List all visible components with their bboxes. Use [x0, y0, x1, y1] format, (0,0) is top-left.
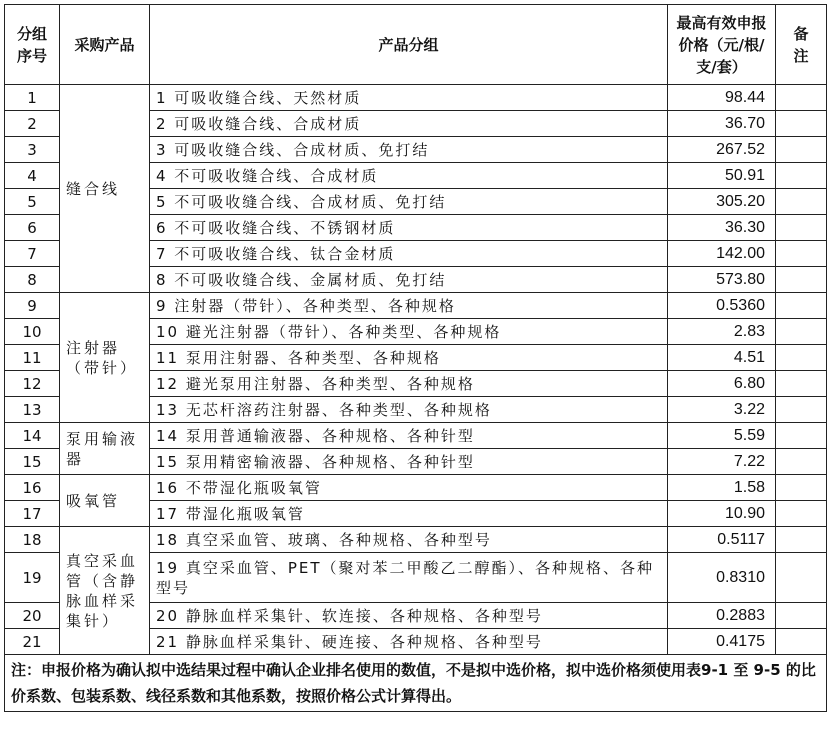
header-group: 产品分组 — [150, 5, 668, 85]
remark — [776, 449, 827, 475]
product-category: 注射器（带针） — [60, 293, 150, 423]
product-group: 15 泵用精密输液器、各种规格、各种针型 — [150, 449, 668, 475]
remark — [776, 475, 827, 501]
product-group: 14 泵用普通输液器、各种规格、各种针型 — [150, 423, 668, 449]
remark — [776, 85, 827, 111]
max-price: 50.91 — [668, 163, 776, 189]
table-row — [5, 293, 827, 319]
product-category: 泵用输液器 — [60, 423, 150, 475]
row-index: 16 — [5, 475, 60, 501]
table-row — [5, 85, 827, 111]
remark — [776, 397, 827, 423]
product-category: 缝合线 — [60, 85, 150, 293]
row-index: 21 — [5, 629, 60, 655]
remark — [776, 345, 827, 371]
remark — [776, 629, 827, 655]
header-note: 备注 — [776, 5, 827, 85]
product-group: 18 真空采血管、玻璃、各种规格、各种型号 — [150, 527, 668, 553]
max-price: 573.80 — [668, 267, 776, 293]
max-price: 6.80 — [668, 371, 776, 397]
row-index: 17 — [5, 501, 60, 527]
row-index: 19 — [5, 553, 60, 603]
max-price: 10.90 — [668, 501, 776, 527]
header-index: 分组序号 — [5, 5, 60, 85]
remark — [776, 423, 827, 449]
table-row — [5, 423, 827, 449]
max-price: 98.44 — [668, 85, 776, 111]
product-group: 19 真空采血管、PET（聚对苯二甲酸乙二醇酯）、各种规格、各种型号 — [150, 553, 668, 603]
header-product: 采购产品 — [60, 5, 150, 85]
product-group: 13 无芯杆溶药注射器、各种类型、各种规格 — [150, 397, 668, 423]
product-group: 16 不带湿化瓶吸氧管 — [150, 475, 668, 501]
row-index: 1 — [5, 85, 60, 111]
product-group: 11 泵用注射器、各种类型、各种规格 — [150, 345, 668, 371]
remark — [776, 137, 827, 163]
product-category: 吸氧管 — [60, 475, 150, 527]
footnote: 注：申报价格为确认拟中选结果过程中确认企业排名使用的数值，不是拟中选价格，拟中选价格须使用表9-1 至 9-5 的比价系数、包装系数、线径系数和其他系数，按照价格公式计算得出。 — [5, 655, 827, 712]
max-price: 0.4175 — [668, 629, 776, 655]
product-group: 6 不可吸收缝合线、不锈钢材质 — [150, 215, 668, 241]
remark — [776, 163, 827, 189]
row-index: 12 — [5, 371, 60, 397]
max-price: 36.70 — [668, 111, 776, 137]
max-price: 0.5360 — [668, 293, 776, 319]
max-price: 4.51 — [668, 345, 776, 371]
row-index: 8 — [5, 267, 60, 293]
product-group: 3 可吸收缝合线、合成材质、免打结 — [150, 137, 668, 163]
product-category: 真空采血管（含静脉血样采集针） — [60, 527, 150, 655]
price-table — [4, 4, 827, 712]
max-price: 7.22 — [668, 449, 776, 475]
remark — [776, 319, 827, 345]
row-index: 2 — [5, 111, 60, 137]
row-index: 6 — [5, 215, 60, 241]
remark — [776, 293, 827, 319]
row-index: 3 — [5, 137, 60, 163]
row-index: 9 — [5, 293, 60, 319]
table-row — [5, 527, 827, 553]
max-price: 5.59 — [668, 423, 776, 449]
table-row — [5, 475, 827, 501]
header-price: 最高有效申报价格（元/根/支/套） — [668, 5, 776, 85]
product-group: 1 可吸收缝合线、天然材质 — [150, 85, 668, 111]
remark — [776, 241, 827, 267]
row-index: 11 — [5, 345, 60, 371]
product-group: 9 注射器（带针）、各种类型、各种规格 — [150, 293, 668, 319]
product-group: 20 静脉血样采集针、软连接、各种规格、各种型号 — [150, 603, 668, 629]
max-price: 267.52 — [668, 137, 776, 163]
remark — [776, 111, 827, 137]
remark — [776, 553, 827, 603]
row-index: 18 — [5, 527, 60, 553]
max-price: 0.8310 — [668, 553, 776, 603]
remark — [776, 371, 827, 397]
max-price: 305.20 — [668, 189, 776, 215]
remark — [776, 603, 827, 629]
max-price: 0.2883 — [668, 603, 776, 629]
product-group: 17 带湿化瓶吸氧管 — [150, 501, 668, 527]
remark — [776, 267, 827, 293]
row-index: 14 — [5, 423, 60, 449]
table-body — [5, 85, 827, 655]
remark — [776, 189, 827, 215]
row-index: 13 — [5, 397, 60, 423]
max-price: 0.5117 — [668, 527, 776, 553]
max-price: 142.00 — [668, 241, 776, 267]
product-group: 8 不可吸收缝合线、金属材质、免打结 — [150, 267, 668, 293]
row-index: 5 — [5, 189, 60, 215]
remark — [776, 215, 827, 241]
product-group: 4 不可吸收缝合线、合成材质 — [150, 163, 668, 189]
remark — [776, 501, 827, 527]
max-price: 2.83 — [668, 319, 776, 345]
row-index: 4 — [5, 163, 60, 189]
product-group: 10 避光注射器（带针）、各种类型、各种规格 — [150, 319, 668, 345]
row-index: 7 — [5, 241, 60, 267]
row-index: 10 — [5, 319, 60, 345]
max-price: 3.22 — [668, 397, 776, 423]
row-index: 15 — [5, 449, 60, 475]
max-price: 36.30 — [668, 215, 776, 241]
max-price: 1.58 — [668, 475, 776, 501]
row-index: 20 — [5, 603, 60, 629]
product-group: 7 不可吸收缝合线、钛合金材质 — [150, 241, 668, 267]
product-group: 5 不可吸收缝合线、合成材质、免打结 — [150, 189, 668, 215]
product-group: 12 避光泵用注射器、各种类型、各种规格 — [150, 371, 668, 397]
product-group: 2 可吸收缝合线、合成材质 — [150, 111, 668, 137]
product-group: 21 静脉血样采集针、硬连接、各种规格、各种型号 — [150, 629, 668, 655]
remark — [776, 527, 827, 553]
